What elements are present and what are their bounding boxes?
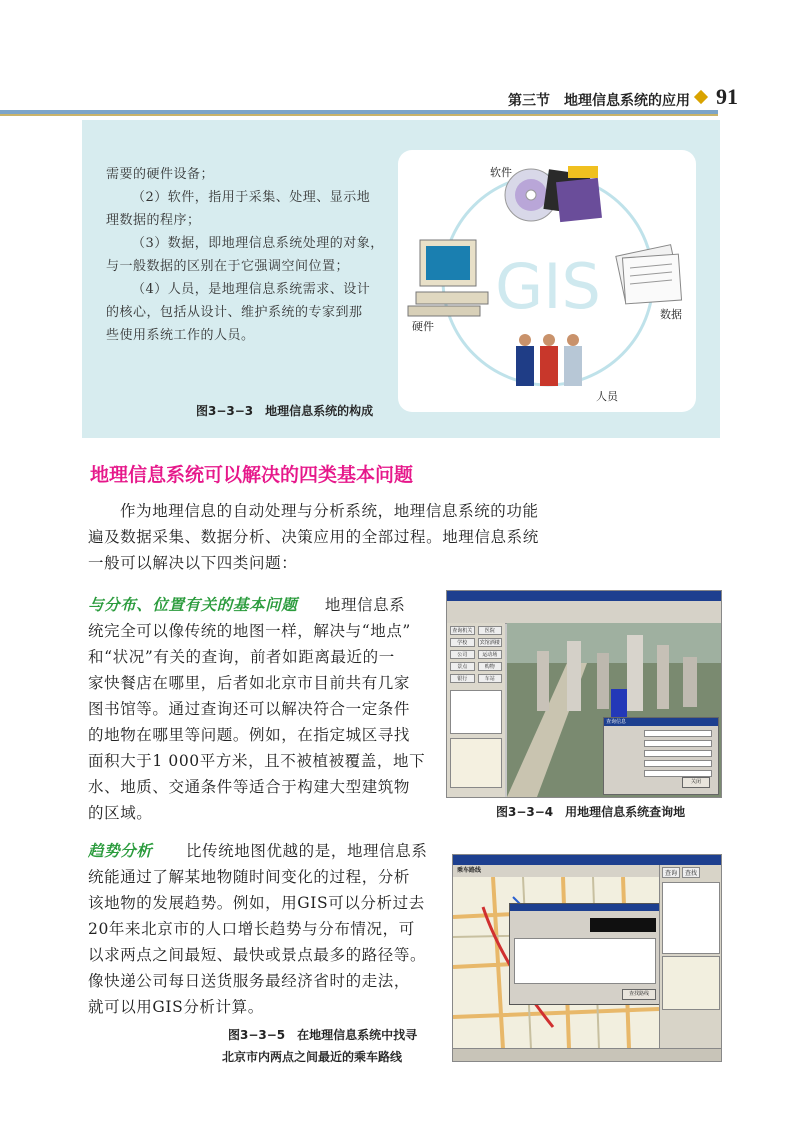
- diamond-icon: [694, 90, 708, 104]
- hardware-label: 硬件: [412, 320, 434, 333]
- figure-333-caption: 图3−3−3 地理信息系统的构成: [196, 404, 374, 418]
- location-line: 图书馆等。通过查询还可以解决符合一定条件: [88, 700, 411, 718]
- taskbar: [453, 1048, 721, 1061]
- window-titlebar: [447, 591, 721, 601]
- dialog-field[interactable]: [644, 760, 712, 767]
- menu-button[interactable]: 银行: [450, 674, 475, 683]
- intro-line: 遍及数据采集、数据分析、决策应用的全部过程。地理信息系统: [88, 528, 539, 546]
- tab-find[interactable]: 查找: [682, 867, 700, 878]
- hardware-icon: [408, 240, 488, 316]
- figure-335-caption-line2: 北京市内两点之间最近的乘车路线: [222, 1050, 403, 1064]
- close-button[interactable]: 关闭: [682, 777, 710, 788]
- side-panel: [447, 623, 505, 797]
- route-dialog: [509, 903, 663, 1005]
- location-first-line: 地理信息系: [324, 596, 406, 614]
- result-list[interactable]: [450, 690, 502, 734]
- overview-map[interactable]: [450, 738, 502, 788]
- location-line: 面积大于1 000平方米，且不被植被覆盖，地下: [88, 752, 426, 770]
- dialog-display: [590, 918, 656, 932]
- menu-button[interactable]: 运动场: [478, 650, 503, 659]
- section-label: 第三节 地理信息系统的应用: [508, 93, 690, 109]
- menu-button-grid: [447, 623, 505, 686]
- people-label: 人员: [596, 390, 618, 403]
- software-icon: [505, 166, 602, 222]
- menu-button[interactable]: 景点: [450, 662, 475, 671]
- box-line: 的核心，包括从设计、维护系统的专家到那: [106, 305, 363, 320]
- menu-button[interactable]: 医院: [478, 626, 503, 635]
- window-titlebar: [453, 855, 721, 865]
- software-label: 软件: [490, 166, 512, 179]
- dialog-field[interactable]: [644, 770, 712, 777]
- location-line: 统完全可以像传统的地图一样，解决与“地点”: [88, 622, 411, 640]
- trend-first-line: 比传统地图优越的是，地理信息系: [185, 842, 428, 860]
- gis-watermark: GIS: [495, 250, 601, 323]
- right-panel: [659, 865, 722, 1049]
- toolbar: [447, 601, 721, 624]
- gis-diagram: [398, 150, 696, 412]
- menu-button[interactable]: 宾馆酒楼: [478, 638, 503, 647]
- dialog-field[interactable]: [644, 730, 712, 737]
- location-line: 家快餐店在哪里，后者如北京市目前共有几家: [88, 674, 411, 692]
- figure-334-caption: 图3−3−4 用地理信息系统查询地: [496, 805, 686, 819]
- box-line: 需要的硬件设备；: [106, 167, 215, 182]
- box-line: （2）软件，指用于采集、处理、显示地: [132, 190, 371, 205]
- trend-line: 20年来北京市的人口增长趋势与分布情况，可: [88, 920, 415, 938]
- menu-button[interactable]: 购物: [478, 662, 503, 671]
- route-list[interactable]: [514, 938, 656, 984]
- mini-map[interactable]: [662, 956, 720, 1010]
- header-rule-accent: [0, 114, 718, 116]
- find-route-button[interactable]: 查找路线: [622, 989, 656, 1000]
- gis-diagram-svg: [398, 150, 696, 412]
- dialog-field[interactable]: [644, 740, 712, 747]
- tab-query[interactable]: 查询: [662, 867, 680, 878]
- people-icon: [516, 334, 582, 386]
- box-line: 理数据的程序；: [106, 213, 201, 228]
- trend-line: 像快递公司每日送货服务最经济省时的走法，: [88, 972, 411, 990]
- dialog-titlebar: [510, 904, 662, 911]
- intro-line: 作为地理信息的自动处理与分析系统，地理信息系统的功能: [120, 502, 539, 520]
- location-line: 水、地质、交通条件等适合于构建大型建筑物: [88, 778, 411, 796]
- trend-line: 统能通过了解某地物随时间变化的过程，分析: [88, 868, 411, 886]
- figure-335-caption-line1: 图3−3−5 在地理信息系统中找寻: [228, 1028, 418, 1042]
- box-line: 些使用系统工作的人员。: [106, 328, 255, 343]
- menu-button[interactable]: 车站: [478, 674, 503, 683]
- box-line: （4）人员，是地理信息系统需求、设计: [132, 282, 371, 297]
- location-line: 的地物在哪里等问题。例如，在指定城区寻找: [88, 726, 411, 744]
- page-number: 91: [716, 84, 738, 109]
- screenshot-335: [452, 854, 722, 1062]
- trend-heading: 趋势分析: [88, 842, 153, 860]
- section-title: 地理信息系统可以解决的四类基本问题: [90, 464, 414, 486]
- box-line: 与一般数据的区别在于它强调空间位置；: [106, 259, 350, 274]
- intro-line: 一般可以解决以下四类问题：: [88, 554, 298, 572]
- location-line: 的区域。: [88, 804, 153, 822]
- trend-line: 就可以用GIS分析计算。: [88, 998, 264, 1016]
- location-heading: 与分布、位置有关的基本问题: [88, 596, 298, 614]
- data-icon: [616, 245, 682, 304]
- trend-line: 以求两点之间最短、最快或景点最多的路径等。: [88, 946, 427, 964]
- stop-list[interactable]: [662, 882, 720, 954]
- right-tabs: [660, 865, 722, 880]
- app-title: 乘车路线: [453, 865, 663, 877]
- location-line: 和“状况”有关的查询，前者如距离最近的一: [88, 648, 395, 666]
- box-line: （3）数据，即地理信息系统处理的对象，: [132, 236, 384, 251]
- dialog-title: 查询信息: [604, 718, 718, 726]
- menu-button[interactable]: 公司: [450, 650, 475, 659]
- menu-button[interactable]: 查询机关: [450, 626, 475, 635]
- screenshot-334: [446, 590, 722, 798]
- trend-line: 该地物的发展趋势。例如，用GIS可以分析过去: [88, 894, 425, 912]
- query-dialog: [603, 717, 719, 795]
- menu-button[interactable]: 学校: [450, 638, 475, 647]
- dialog-field[interactable]: [644, 750, 712, 757]
- data-label: 数据: [660, 308, 682, 321]
